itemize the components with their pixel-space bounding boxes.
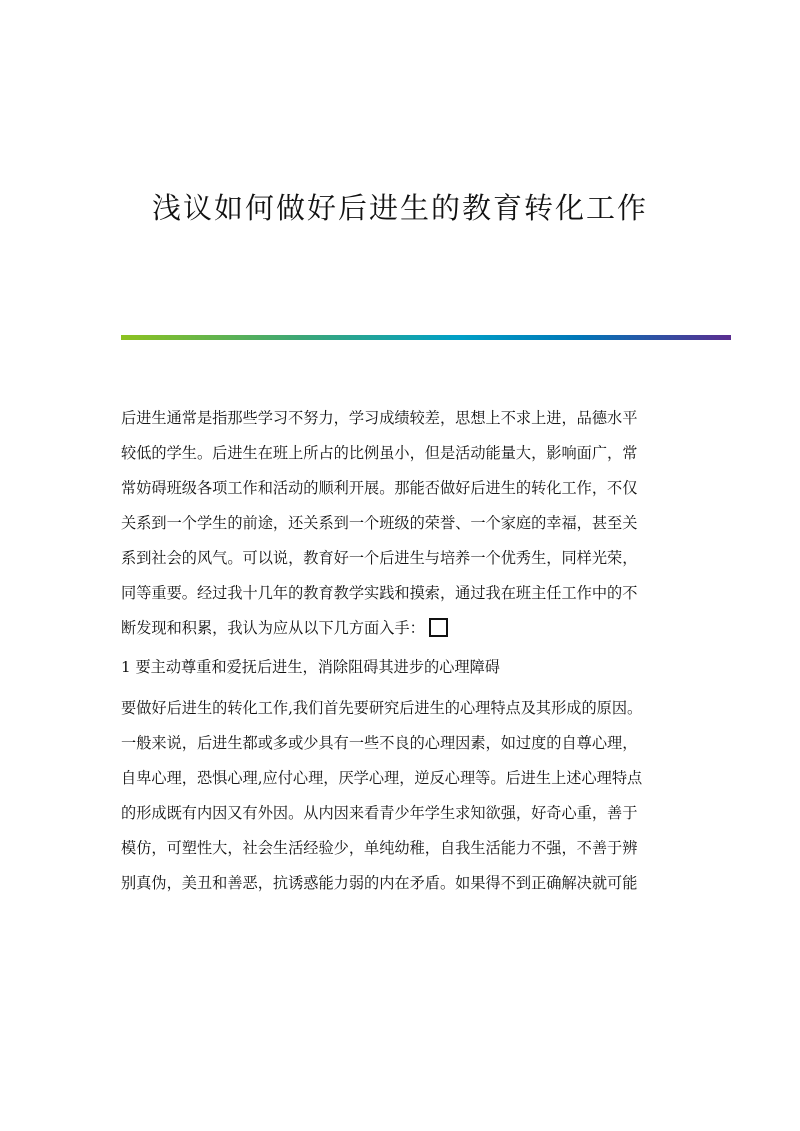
- text-line: 模仿，可塑性大，社会生活经验少，单纯幼稚，自我生活能力不强，不善于辨: [121, 839, 638, 857]
- text-line: 同等重要。经过我十几年的教育教学实践和摸索，通过我在班主任工作中的不: [121, 584, 638, 602]
- text-line: 断发现和积累，我认为应从以下几方面入手：: [121, 619, 425, 637]
- paragraph-2: [121, 691, 681, 901]
- text-line: 的形成既有内因又有外因。从内因来看青少年学生求知欲强，好奇心重，善于: [121, 804, 638, 822]
- text-line: 较低的学生。后进生在班上所占的比例虽小，但是活动能量大，影响面广，常: [121, 444, 638, 462]
- text-line: 关系到一个学生的前途，还关系到一个班级的荣誉、一个家庭的幸福，甚至关: [121, 514, 638, 532]
- document-body: [121, 401, 681, 901]
- section-heading-1: 1 要主动尊重和爱抚后进生，消除阻碍其进步的心理障碍: [121, 658, 500, 676]
- paragraph-1: [121, 401, 681, 646]
- text-line: 一般来说，后进生都或多或少具有一些不良的心理因素，如过度的自尊心理，: [121, 734, 638, 752]
- text-line: 要做好后进生的转化工作,我们首先要研究后进生的心理特点及其形成的原因。: [121, 699, 643, 717]
- text-line: 别真伪，美丑和善恶，抗诱惑能力弱的内在矛盾。如果得不到正确解决就可能: [121, 874, 638, 892]
- title-divider: [121, 335, 731, 340]
- text-line-with-box: [121, 611, 681, 646]
- empty-box-icon: [429, 618, 448, 637]
- text-line: 后进生通常是指那些学习不努力，学习成绩较差，思想上不求上进，品德水平: [121, 409, 638, 427]
- text-line: 系到社会的风气。可以说，教育好一个后进生与培养一个优秀生，同样光荣，: [121, 549, 638, 567]
- text-line: 自卑心理，恐惧心理,应付心理，厌学心理，逆反心理等。后进生上述心理特点: [121, 769, 643, 787]
- text-line: 常妨碍班级各项工作和活动的顺利开展。那能否做好后进生的转化工作，不仅: [121, 479, 638, 497]
- document-title: 浅议如何做好后进生的教育转化工作: [151, 191, 648, 225]
